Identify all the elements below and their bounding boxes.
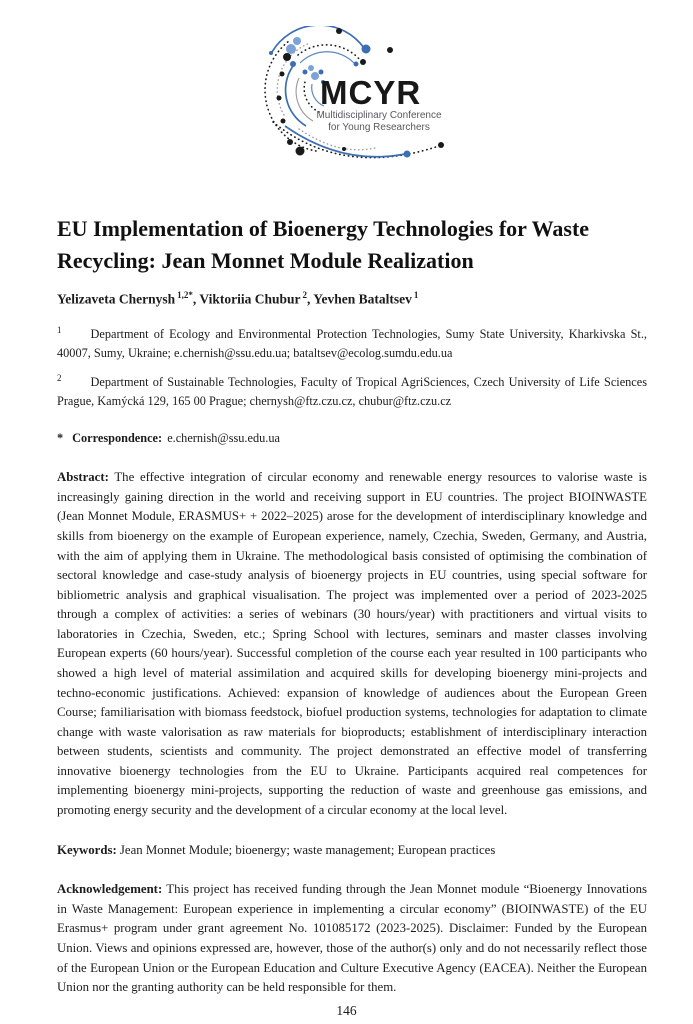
logo-acronym-text: MCYR — [319, 74, 421, 111]
page-number: 146 — [336, 1003, 357, 1018]
abstract-paragraph — [57, 468, 647, 820]
affiliation-text: Department of Sustainable Technologies, Faculty of Tropical AgriSciences, Czech University of Life Sciences Prague, Kamýcká 129, 165 00 Prague; chernysh@ftz.czu.cz, chubur@ftz.czu.cz — [57, 374, 647, 408]
acknowledgement-paragraph — [57, 880, 647, 997]
correspondence-label: Correspondence: — [72, 431, 163, 446]
keywords-line — [57, 841, 647, 861]
author-name: Yevhen Bataltsev — [313, 291, 412, 307]
author-affiliation-sup: 2 — [302, 289, 308, 300]
keywords-label: Keywords: — [57, 842, 117, 857]
mcyr-logo — [0, 0, 693, 181]
affiliation-2 — [57, 372, 647, 410]
authors-line — [57, 290, 647, 308]
correspondence-marker: * — [57, 431, 64, 446]
author-name: Yelizaveta Chernysh — [57, 291, 176, 307]
author-affiliation-sup: 1,2* — [177, 289, 193, 300]
affiliation-text: Department of Ecology and Environmental Protection Technologies, Sumy State University, Kharkivska St., 40007, Sumy, Ukraine; e.chernish@ssu.edu.ua; bataltsev@ecolog.sumdu.edu.ua — [57, 327, 647, 361]
author-separator: , — [192, 291, 200, 307]
page-content — [57, 213, 647, 998]
logo-tagline-line2: for Young Researchers — [327, 122, 430, 133]
correspondence-email: e.chernish@ssu.edu.ua — [167, 431, 280, 446]
abstract-text: The effective integration of circular economy and renewable energy resources to valorise waste is increasingly gaining direction in the world and receiving support in EU countries. The project BIOINWASTE (Jean Monnet Module, ERASMUS+ + 2022–2025) arose for the development of interdisciplinary knowledge and skills from bioenergy on the example of European experience, namely, Czechia, Sweden, Germany, and Austria, with the aim of applying them in Ukraine. The methodological basis consisted of optimising the combination of sectoral knowledge and case-study analysis of bioenergy projects in EU countries, using special software for bibliometric analysis and graphical visualisation. The project was implemented over a period of 2023-2025 through a complex of activities: a series of webinars (30 hours/year) with practitioners and virtual visits to laboratories in Czechia, Sweden, etc.; Spring School with lectures, seminars and master classes involving European experts (60 hours/year). Successful completion of the course each year resulted in 100 participants who showed a high level of material assimilation and acquired skills for developing bioenergy mini-projects and techno-economic justifications. Achieved: expansion of knowledge of audiences about the European Green Course; familiarisation with biomass feedstock, biofuel production systems, technologies for adaptation to climate change with waste valorisation as raw materials for bioproducts; establishment of interdisciplinary interaction between students, scientists and community. The project demonstrated an effective model of transferring innovative bioenergy technologies from the EU to Ukraine. Participants acquired real competences for implementing bioenergy mini-projects, supporting the reduction of waste and greenhouse gas emissions, and promoting energy security and the development of a circular economy at the local level. — [57, 470, 648, 818]
logo-tagline-line1: Multidisciplinary Conference — [315, 110, 442, 121]
mcyr-logo-graphic — [227, 26, 467, 176]
affiliation-marker: 1 — [57, 325, 62, 336]
affiliation-marker: 2 — [57, 372, 62, 383]
author-separator: , — [307, 291, 314, 307]
author-name: Viktoriia Chubur — [199, 291, 301, 307]
page-title: EU Implementation of Bioenergy Technologies for Waste Recycling: Jean Monnet Module Realization — [57, 216, 590, 273]
author-affiliation-sup: 1 — [413, 289, 419, 300]
acknowledgement-text: This project has received funding through the Jean Monnet module “Bioenergy Innovations in Waste Management: European experience in implementing a circular economy” (BIOINWASTE) of the EU Erasmus+ program under grant agreement No. 101085172 (2023-2025). Disclaimer: Funded by the European Union. Views and opinions expressed are, however, those of the author(s) only and do not necessarily reflect those of the European Union or the European Education and Culture Executive Agency (EACEA). Neither the European Union nor the granting authority can be held responsible for them. — [57, 882, 648, 995]
affiliation-1 — [57, 324, 647, 362]
abstract-label: Abstract: — [57, 470, 109, 485]
acknowledgement-label: Acknowledgement: — [57, 882, 163, 897]
keywords-text: Jean Monnet Module; bioenergy; waste management; European practices — [119, 842, 496, 857]
correspondence-line — [57, 431, 647, 446]
